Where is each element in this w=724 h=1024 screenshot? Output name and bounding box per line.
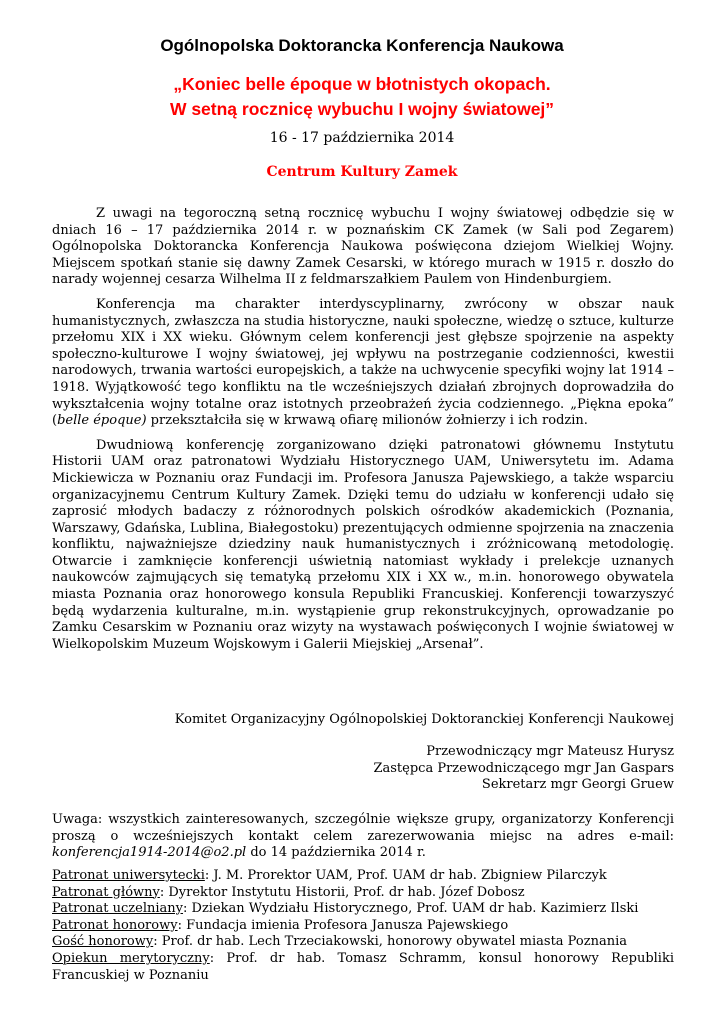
paragraph-3: Dwudniową konferencję zorganizowano dzięki patronatowi głównemu Instytutu Historii UAM oraz patronatowi Wydziału Historycznego UAM, Uniwersytetu im. Adama Mickiewicza w Poznaniu oraz Fundacji im. Profesora Janusza Pajewskiego, a także wsparciu organizacyjnemu Centrum Kultury Zamek. Dzięki temu do udziału w konferencji udało się zaprosić młodych badaczy z różnorodnych polskich ośrodków akademickich (Poznania, Warszawy, Gdańska, Lublina, Białegostoku) prezentujących odmienne spojrzenia na znaczenia konfliktu, najważniejsze dziedziny nauk humanistycznych i zróżnicowaną metodologię. Otwarcie i zamknięcie konferencji uświetnią natomiast wykłady i prelekcje uznanych naukowców zajmujących się tematyką przełomu XIX i XX w., m.in. honorowego obywatela miasta Poznania oraz honorowego konsula Republiki Francuskiej. Konferencji towarzyszyć będą wydarzenia kulturalne, m.in. wystąpienie grup rekonstrukcyjnych, oprowadzanie po Zamku Cesarskim w Poznaniu oraz wizyty na wystawach poświęconych I wojnie światowej w Wielkopolskim Muzeum Wojskowym i Galerii Miejskiej „Arsenał”. — [52, 437, 674, 652]
conference-subtitle — [0, 72, 724, 122]
committee-name: Komitet Organizacyjny Ogólnopolskiej Doktoranckiej Konferencji Naukowej — [174, 712, 674, 727]
officer-chair: Przewodniczący mgr Mateusz Hurysz — [426, 744, 674, 759]
patron-label: Patronat główny — [52, 884, 160, 900]
document-body — [52, 206, 674, 653]
conference-dates: 16 - 17 października 2014 — [269, 130, 455, 146]
officers-list — [114, 744, 674, 794]
paragraph-2-italic: belle époque) — [57, 413, 147, 429]
officer-deputy: Zastępca Przewodniczącego mgr Jan Gaspars — [373, 760, 674, 776]
paragraph-1: Z uwagi na tegoroczną setną rocznicę wybuchu I wojny światowej odbędzie się w dniach 16 – 17 października 2014 r. w poznańskim CK Zamek (w Sali pod Zegarem) Ogólnopolska Doktorancka Konferencja Naukowa poświęcona dziejom Wielkiej Wojny. Miejscem spotkań stanie się dawny Zamek Cesarski, w którego murach w 1915 r. doszło do narady wojennej cesarza Wilhelma II z feldmarszałkiem Paulem von Hindenburgiem. — [52, 206, 674, 288]
patron-label: Gość honorowy — [52, 934, 154, 950]
patrons-list — [52, 868, 674, 984]
patron-value: : Dyrektor Instytutu Historii, Prof. dr hab. Józef Dobosz — [159, 884, 525, 900]
conference-venue: Centrum Kultury Zamek — [266, 164, 458, 180]
contact-email[interactable]: konferencja1914-2014@o2.pl — [52, 845, 247, 861]
paragraph-2 — [52, 297, 674, 430]
patron-label: Patronat uczelniany — [52, 901, 184, 917]
patron-row — [52, 868, 674, 885]
subtitle-line-1: „Koniec belle époque w błotnistych okopach. — [173, 74, 551, 94]
patron-label: Opiekun merytoryczny — [52, 950, 210, 966]
patron-value: : Dziekan Wydziału Historycznego, Prof. UAM dr hab. Kazimierz Ilski — [183, 901, 639, 917]
patron-value: : J. M. Prorektor UAM, Prof. UAM dr hab. Zbigniew Pilarczyk — [204, 868, 607, 883]
patron-row — [52, 901, 674, 918]
patron-value: : Fundacja imienia Profesora Janusza Pajewskiego — [177, 917, 509, 933]
patron-label: Patronat uniwersytecki — [52, 868, 205, 883]
subtitle-line-2: W setną rocznicę wybuchu I wojny światowej” — [169, 99, 555, 119]
registration-note — [52, 812, 674, 862]
paragraph-2-text-a: Konferencja ma charakter interdyscyplinarny, zwrócony w obszar nauk humanistycznych, zwłaszcza na studia historyczne, nauki społeczne, wiedzę o sztuce, kulturze przełomu XIX i XX wieku. Głównym celem konferencji jest głębsze spojrzenie na aspekty społeczno-kulturowe I wojny światowej, jej wpływu na postrzeganie codzienności, kwestii narodowych, trwania wartości europejskich, a także na uchwycenie specyfiki wojny lat 1914 – 1918. Wyjątkowość tego konfliktu na tle wcześniejszych działań zbrojnych doprowadziła do wykształcenia wojny totalne oraz istotnych przeobrażeń życia codziennego. „Piękna epoka” ( — [52, 296, 674, 429]
conference-title: Ogólnopolska Doktorancka Konferencja Naukowa — [160, 36, 564, 55]
patron-row — [52, 934, 674, 951]
patron-row — [52, 918, 674, 935]
patron-value: : Prof. dr hab. Tomasz Schramm, konsul honorowy Republiki Francuskiej w Poznaniu — [52, 950, 674, 983]
paragraph-2-text-b: przekształciła się w krwawą ofiarę milionów żołnierzy i ich rodzin. — [146, 413, 588, 429]
patron-value: : Prof. dr hab. Lech Trzeciakowski, honorowy obywatel miasta Poznania — [153, 934, 627, 950]
patron-row — [52, 951, 674, 984]
officer-secretary: Sekretarz mgr Georgi Gruew — [481, 777, 674, 793]
patron-label: Patronat honorowy — [52, 917, 178, 933]
note-text-a: Uwaga: wszystkich zainteresowanych, szczególnie większe grupy, organizatorzy Konferencji proszą o wcześniejszych kontakt celem zarezerwowania miejsc na adres e-mail: — [52, 812, 674, 844]
patron-row — [52, 885, 674, 902]
note-text-b: do 14 października 2014 r. — [246, 845, 426, 861]
